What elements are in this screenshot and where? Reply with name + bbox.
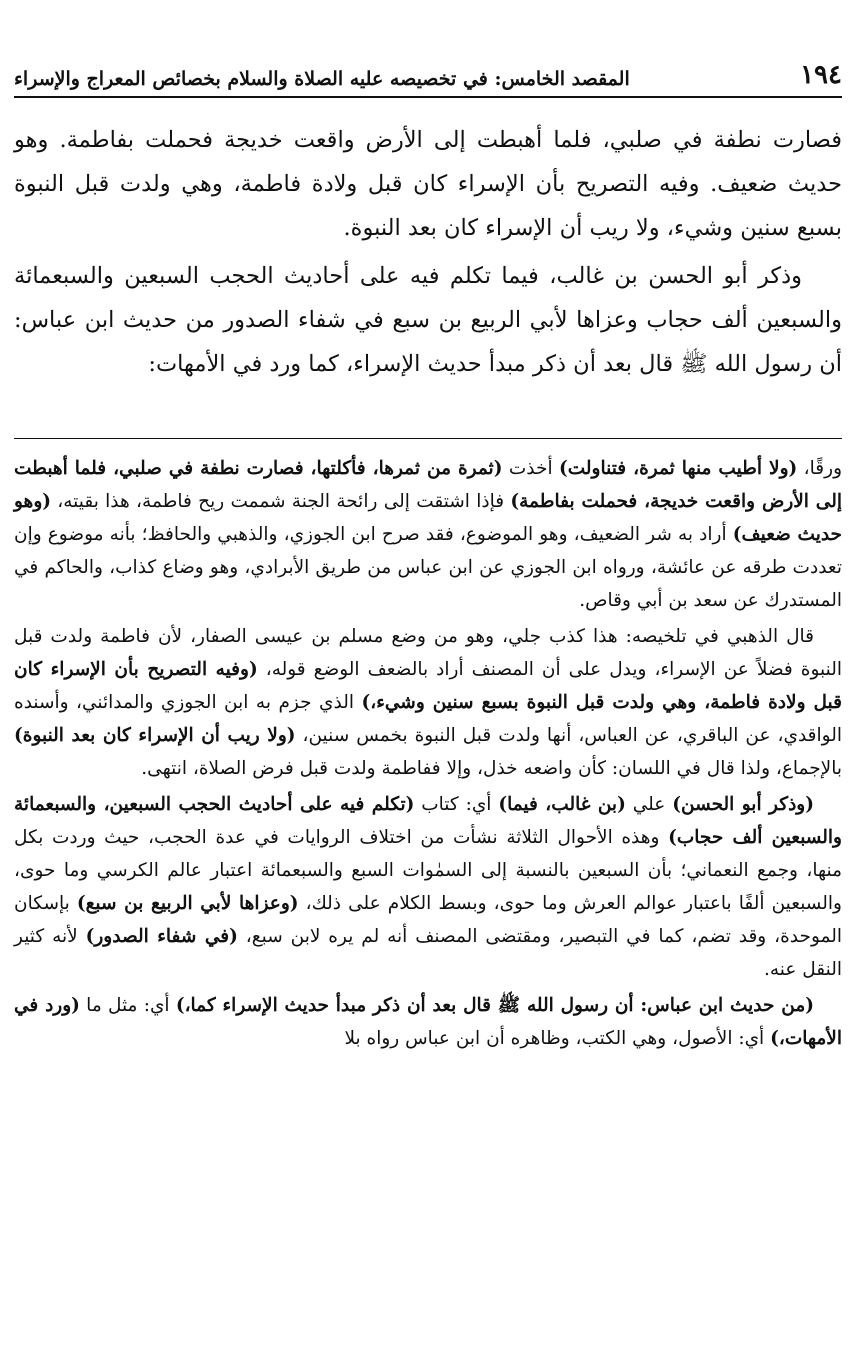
commentary-text: أخذت (502, 458, 559, 479)
main-text (14, 118, 842, 386)
commentary-divider (14, 438, 842, 439)
commentary-paragraph-2 (14, 620, 842, 785)
running-title: المقصد الخامس: في تخصيصه عليه الصلاة والسلام بخصائص المعراج والإسراء (14, 68, 630, 90)
quoted-matn: (تكلم فيه على أحاديث الحجب السبعين، والسبعمائة والسبعين ألف حجاب) (14, 794, 842, 848)
quoted-matn: (من حديث ابن عباس: أن رسول الله ﷺ قال بعد أن ذكر مبدأ حديث الإسراء كما،) (175, 995, 814, 1016)
commentary-text: بإسكان الموحدة، وقد تضم، كما في التبصير، ومقتضى المصنف أنه لم يره لابن سبع، (14, 893, 842, 947)
commentary-text: لأنه كثير النقل عنه. (14, 926, 842, 980)
quoted-matn: (وعزاها لأبي الربيع بن سبع) (76, 893, 299, 914)
commentary-text: أي: الأصول، وهي الكتب، وظاهره أن ابن عباس رواه بلا (344, 1028, 771, 1049)
commentary-text: وهذه الأحوال الثلاثة نشأت من اختلاف الروايات في عدة الحجب، حيث وردت بكل منها، وجمع النعماني؛ بأن السبعين بالنسبة إلى السمٰوات السبع والسبعمائة اعتبار عالم الكرسي وما حوى، والسبعين ألفًا باعتبار عوالم العرش وما حوى، وبسط الكلام على ذلك، (14, 827, 842, 914)
commentary (14, 452, 842, 1055)
commentary-text: أي: مثل ما (79, 995, 176, 1016)
commentary-text: ورقًا، (797, 458, 842, 479)
quoted-matn: (وفيه التصريح بأن الإسراء كان قبل ولادة فاطمة، وهي ولدت قبل النبوة بسبع سنين وشيء،) (14, 659, 842, 713)
commentary-paragraph-1 (14, 452, 842, 617)
quoted-matn: (وهو حديث ضعيف) (14, 491, 842, 545)
main-paragraph-2: وذكر أبو الحسن بن غالب، فيما تكلم فيه على أحاديث الحجب السبعين والسبعمائة والسبعين ألف حجاب وعزاها لأبي الربيع بن سبع في شفاء الصدور من حديث ابن عباس: أن رسول الله ﷺ قال بعد أن ذكر مبدأ حديث الإسراء، كما ورد في الأمهات: (14, 263, 842, 377)
quoted-matn: (ولا ريب أن الإسراء كان بعد النبوة) (14, 725, 296, 746)
quoted-matn: (في شفاء الصدور) (85, 926, 238, 947)
main-paragraph-1: فصارت نطفة في صلبي، فلما أهبطت إلى الأرض واقعت خديجة فحملت بفاطمة. وهو حديث ضعيف. وفيه التصريح بأن الإسراء كان قبل ولادة فاطمة، وهي ولدت قبل النبوة بسبع سنين وشيء، ولا ريب أن الإسراء كان بعد النبوة. (14, 127, 842, 241)
quoted-matn: (بن غالب، فيما) (498, 794, 626, 815)
quoted-matn: (ورد في الأمهات،) (14, 995, 842, 1049)
commentary-text: بالإجماع، ولذا قال في اللسان: كأن واضعه خذل، وإلا ففاطمة ولدت قبل فرض الصلاة، انتهى. (141, 758, 842, 779)
page-header (14, 52, 842, 98)
commentary-paragraph-4 (14, 989, 842, 1055)
commentary-text: أي: كتاب (414, 794, 499, 815)
commentary-text: أراد به شر الضعيف، وهو الموضوع، فقد صرح ابن الجوزي، والذهبي والحافظ؛ بأنه موضوع وإن تعددت طرقه عن عائشة، ورواه ابن الجوزي عن ابن عباس من طريق الأبرادي، وهو وضاع كذاب، والحاكم في المستدرك عن سعد بن أبي وقاص. (14, 524, 842, 611)
quoted-matn: (وذكر أبو الحسن) (672, 794, 814, 815)
commentary-paragraph-3 (14, 788, 842, 986)
commentary-text: علي (625, 794, 673, 815)
quoted-matn: (ولا أطيب منها ثمرة، فتناولت) (559, 458, 798, 479)
quoted-matn: (ثمرة من ثمرها، فأكلتها، فصارت نطفة في صلبي، فلما أهبطت إلى الأرض واقعت خديجة، فحملت بفاطمة) (14, 458, 842, 512)
commentary-text: الذي جزم به ابن الجوزي والمدائني، وأسنده الواقدي، عن الباقري، عن العباس، أنها ولدت قبل النبوة بخمس سنين، (14, 692, 842, 746)
commentary-text: فإذا اشتقت إلى رائحة الجنة شممت ريح فاطمة، هذا بقيته، (51, 491, 511, 512)
page-number: ١٩٤ (800, 60, 842, 90)
commentary-text: قال الذهبي في تلخيصه: هذا كذب جلي، وهو من وضع مسلم بن عيسى الصفار، لأن فاطمة ولدت قبل النبوة فضلاً عن الإسراء، ويدل على أن المصنف أراد بالضعف الوضع قوله، (14, 626, 842, 680)
